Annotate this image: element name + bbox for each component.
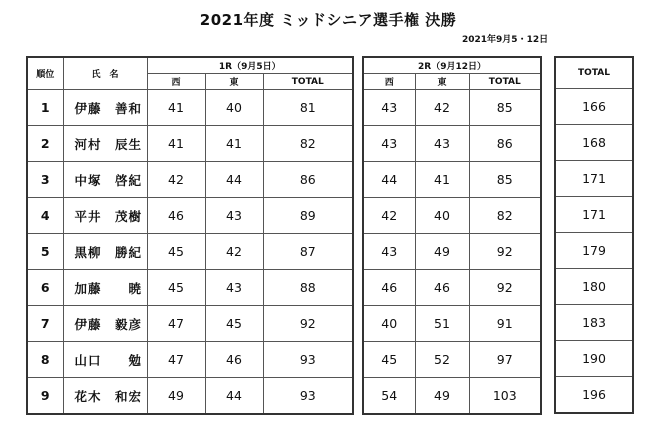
rank-cell: 7 — [27, 306, 63, 342]
header-round1: 1R（9月5日） — [147, 57, 353, 74]
header-rank: 順位 — [27, 57, 63, 90]
r1-west-score: 49 — [147, 378, 205, 415]
round1-table — [26, 56, 354, 415]
header-r1-east: 東 — [205, 74, 263, 90]
r2-west-score: 44 — [363, 162, 415, 198]
page-title: 2021年度 ミッドシニア選手権 決勝 — [199, 11, 457, 29]
r1-total-score: 86 — [263, 162, 353, 198]
name-cell: 平井 茂樹 — [63, 198, 147, 234]
table-row — [27, 90, 353, 126]
table-row — [555, 197, 633, 233]
table-row — [363, 162, 541, 198]
r2-west-score: 42 — [363, 198, 415, 234]
r1-east-score: 43 — [205, 270, 263, 306]
r1-west-score: 42 — [147, 162, 205, 198]
table-row — [27, 198, 353, 234]
header-round2: 2R（9月12日） — [363, 57, 541, 74]
r1-total-score: 92 — [263, 306, 353, 342]
r2-east-score: 40 — [415, 198, 469, 234]
r2-total-score: 92 — [469, 270, 541, 306]
table-row — [27, 234, 353, 270]
r1-east-score: 44 — [205, 378, 263, 415]
rank-cell: 8 — [27, 342, 63, 378]
r1-west-score: 47 — [147, 342, 205, 378]
table-row — [363, 126, 541, 162]
grand-total-score: 171 — [555, 197, 633, 233]
name-cell: 中塚 啓紀 — [63, 162, 147, 198]
header-r1-total: TOTAL — [263, 74, 353, 90]
rank-cell: 4 — [27, 198, 63, 234]
event-date: 2021年9月5・12日 — [462, 35, 549, 45]
table-row — [363, 270, 541, 306]
table-row — [363, 342, 541, 378]
r1-total-score: 82 — [263, 126, 353, 162]
name-cell: 伊藤 毅彦 — [63, 306, 147, 342]
r1-west-score: 45 — [147, 270, 205, 306]
table-row — [363, 234, 541, 270]
header-r2-total: TOTAL — [469, 74, 541, 90]
r2-east-score: 41 — [415, 162, 469, 198]
header-r1-west: 西 — [147, 74, 205, 90]
r1-east-score: 43 — [205, 198, 263, 234]
name-cell: 河村 辰生 — [63, 126, 147, 162]
r2-west-score: 45 — [363, 342, 415, 378]
grand-total-score: 166 — [555, 89, 633, 125]
header-r2-east: 東 — [415, 74, 469, 90]
r1-west-score: 47 — [147, 306, 205, 342]
table-row — [363, 90, 541, 126]
grand-total-score: 180 — [555, 269, 633, 305]
r2-total-score: 85 — [469, 162, 541, 198]
table-row — [555, 377, 633, 414]
r2-east-score: 42 — [415, 90, 469, 126]
r2-west-score: 43 — [363, 234, 415, 270]
r2-east-score: 46 — [415, 270, 469, 306]
r1-east-score: 42 — [205, 234, 263, 270]
table-row — [555, 233, 633, 269]
header-name: 氏 名 — [63, 57, 147, 90]
name-cell: 黒柳 勝紀 — [63, 234, 147, 270]
table-row — [555, 305, 633, 341]
r2-total-score: 85 — [469, 90, 541, 126]
r2-west-score: 54 — [363, 378, 415, 415]
r1-total-score: 89 — [263, 198, 353, 234]
table-row — [363, 378, 541, 415]
r1-total-score: 88 — [263, 270, 353, 306]
r2-east-score: 51 — [415, 306, 469, 342]
r2-east-score: 52 — [415, 342, 469, 378]
header-r2-west: 西 — [363, 74, 415, 90]
r1-east-score: 44 — [205, 162, 263, 198]
r1-west-score: 41 — [147, 90, 205, 126]
r1-west-score: 41 — [147, 126, 205, 162]
table-row — [27, 378, 353, 415]
table-row — [27, 162, 353, 198]
name-cell: 加藤 暁 — [63, 270, 147, 306]
r1-total-score: 93 — [263, 342, 353, 378]
r2-east-score: 49 — [415, 234, 469, 270]
r1-east-score: 41 — [205, 126, 263, 162]
grand-total-score: 196 — [555, 377, 633, 414]
r1-total-score: 81 — [263, 90, 353, 126]
round2-table — [362, 56, 542, 415]
r1-east-score: 46 — [205, 342, 263, 378]
r2-total-score: 91 — [469, 306, 541, 342]
name-cell: 花木 和宏 — [63, 378, 147, 415]
r2-east-score: 49 — [415, 378, 469, 415]
table-row — [555, 89, 633, 125]
rank-cell: 9 — [27, 378, 63, 415]
table-row — [555, 341, 633, 377]
r1-total-score: 93 — [263, 378, 353, 415]
name-cell: 山口 勉 — [63, 342, 147, 378]
grand-total-table — [554, 56, 634, 414]
r1-east-score: 40 — [205, 90, 263, 126]
table-row — [27, 342, 353, 378]
r2-total-score: 92 — [469, 234, 541, 270]
grand-total-score: 168 — [555, 125, 633, 161]
r2-total-score: 103 — [469, 378, 541, 415]
table-row — [27, 126, 353, 162]
table-row — [363, 198, 541, 234]
r2-total-score: 82 — [469, 198, 541, 234]
r2-east-score: 43 — [415, 126, 469, 162]
rank-cell: 1 — [27, 90, 63, 126]
grand-total-score: 179 — [555, 233, 633, 269]
name-cell: 伊藤 善和 — [63, 90, 147, 126]
grand-total-score: 171 — [555, 161, 633, 197]
header-grand-total: TOTAL — [555, 57, 633, 89]
r1-east-score: 45 — [205, 306, 263, 342]
r1-total-score: 87 — [263, 234, 353, 270]
r2-total-score: 86 — [469, 126, 541, 162]
table-row — [555, 125, 633, 161]
r2-west-score: 40 — [363, 306, 415, 342]
rank-cell: 6 — [27, 270, 63, 306]
grand-total-score: 183 — [555, 305, 633, 341]
rank-cell: 3 — [27, 162, 63, 198]
rank-cell: 2 — [27, 126, 63, 162]
r1-west-score: 46 — [147, 198, 205, 234]
r2-total-score: 97 — [469, 342, 541, 378]
table-row — [363, 306, 541, 342]
table-row — [27, 306, 353, 342]
table-row — [555, 269, 633, 305]
r2-west-score: 46 — [363, 270, 415, 306]
grand-total-score: 190 — [555, 341, 633, 377]
r2-west-score: 43 — [363, 126, 415, 162]
r2-west-score: 43 — [363, 90, 415, 126]
rank-cell: 5 — [27, 234, 63, 270]
table-row — [555, 161, 633, 197]
r1-west-score: 45 — [147, 234, 205, 270]
table-row — [27, 270, 353, 306]
